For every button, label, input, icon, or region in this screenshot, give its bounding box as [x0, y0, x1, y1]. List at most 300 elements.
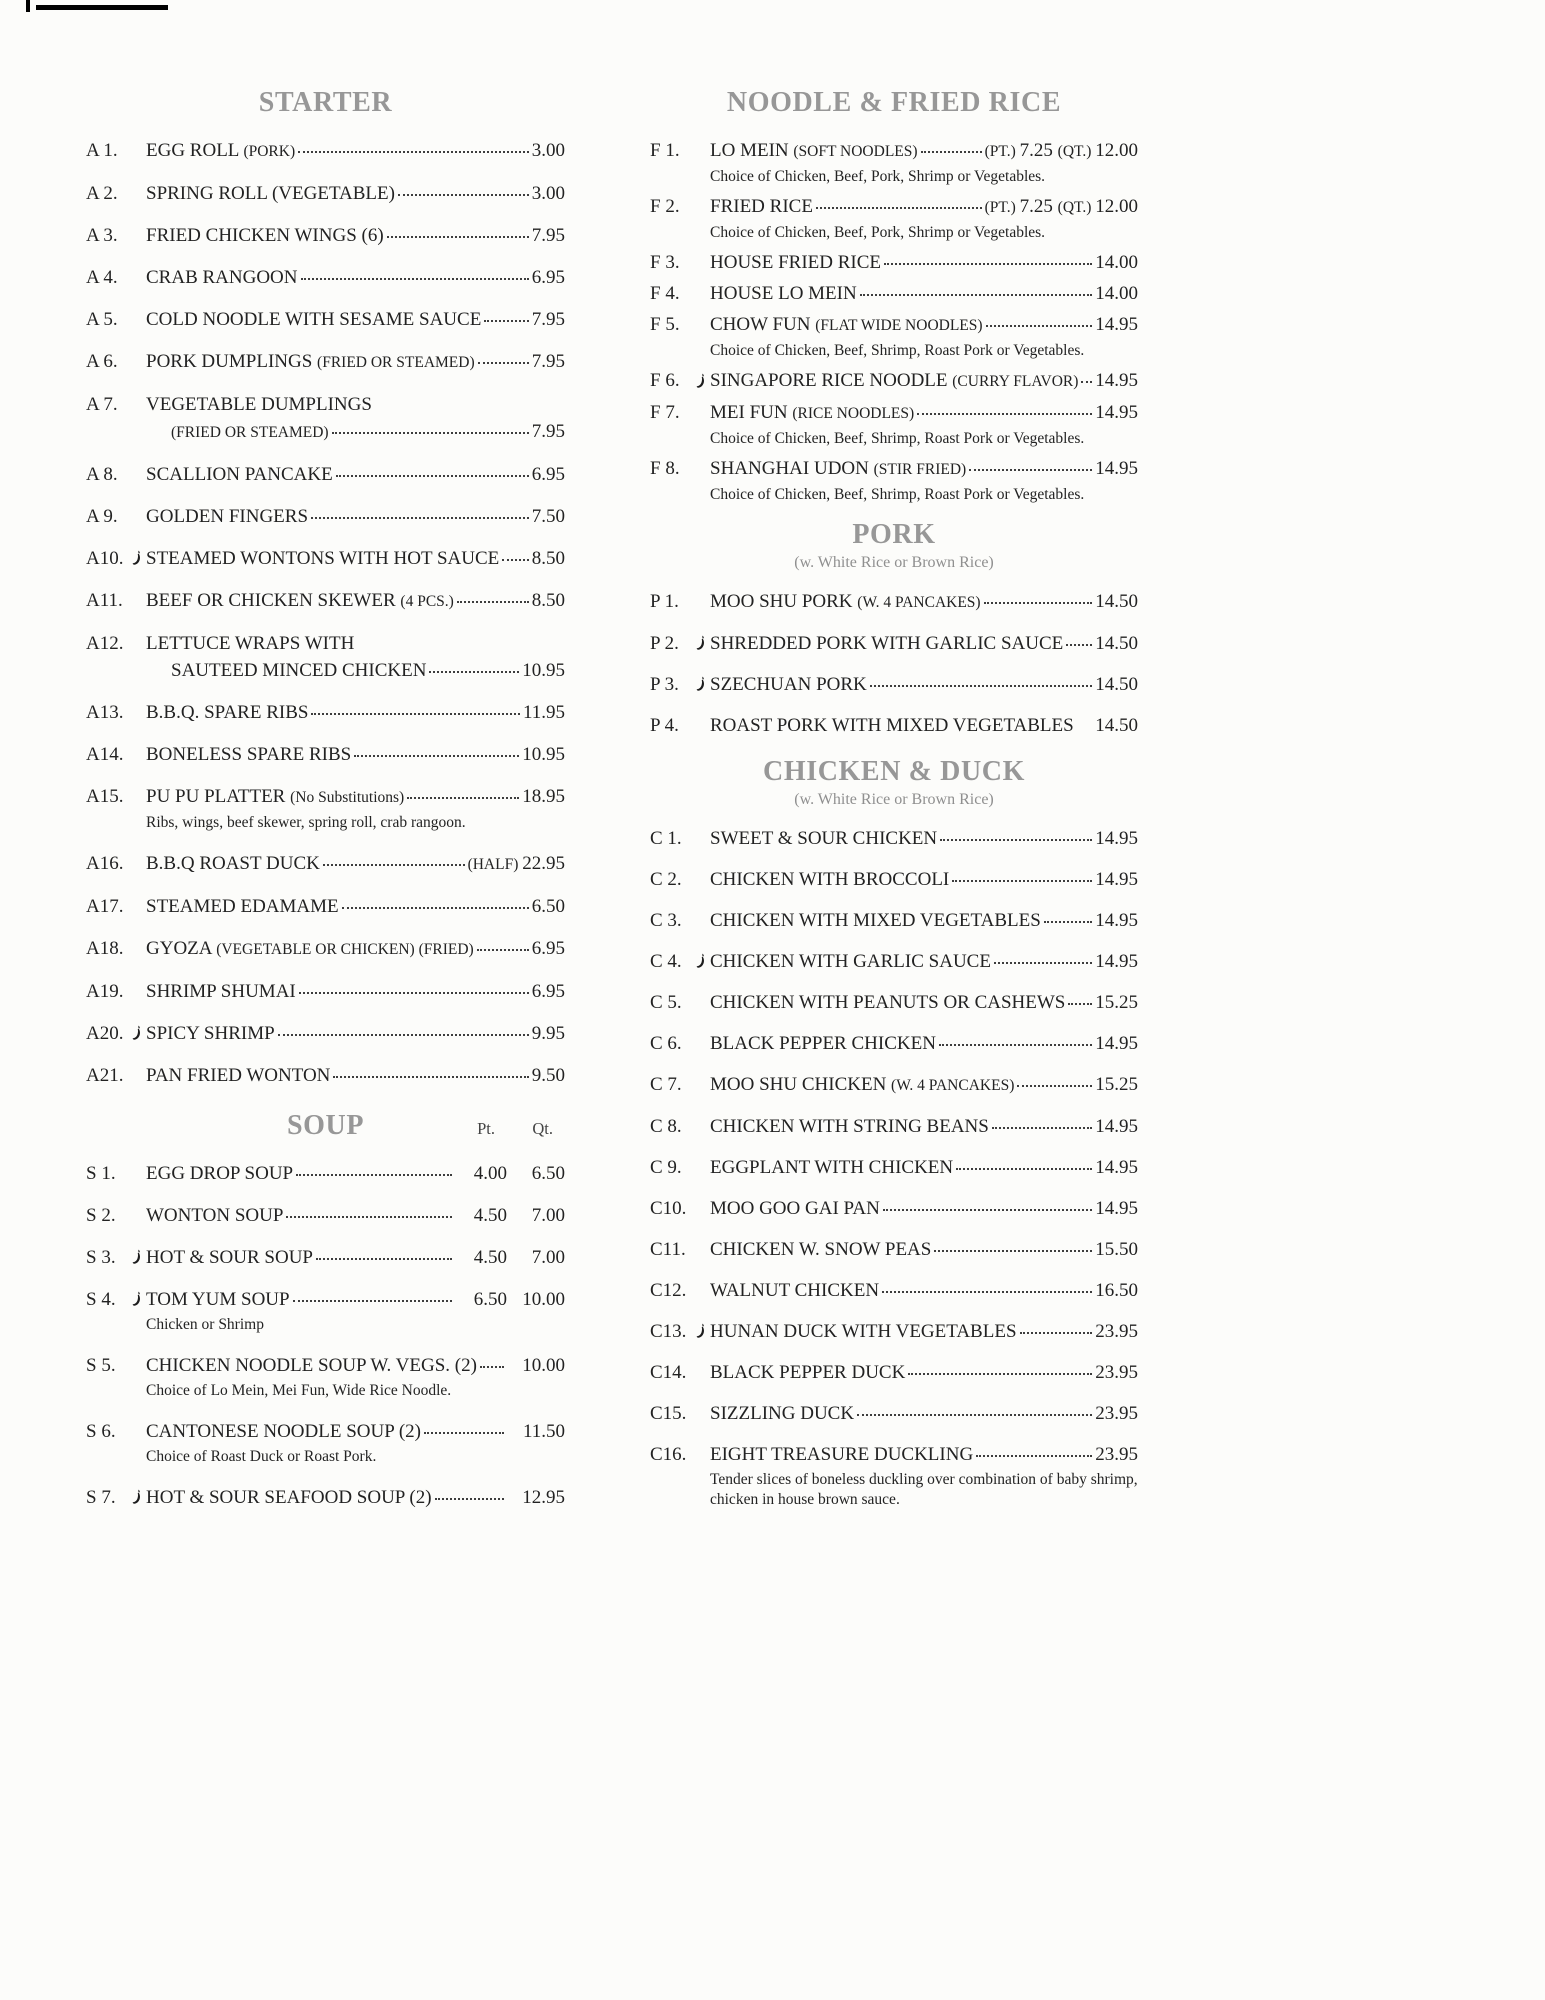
- dotted-leader: [860, 294, 1093, 296]
- dotted-leader: [940, 839, 1092, 841]
- dotted-leader: [1044, 921, 1092, 923]
- dotted-leader: [1017, 1085, 1092, 1087]
- menu-item: [650, 632, 1138, 655]
- item-name-segment: CHICKEN WITH MIXED VEGETABLES: [710, 910, 1041, 931]
- pt-column-label: Pt.: [477, 1119, 495, 1138]
- scan-artifact-line: [36, 5, 168, 10]
- icon-spacer: [132, 635, 146, 652]
- item-code: C 6.: [650, 1033, 682, 1054]
- section-title: PORK: [852, 519, 936, 550]
- item-name: [146, 182, 395, 205]
- dotted-leader: [986, 325, 1093, 327]
- dotted-leader: [992, 1127, 1092, 1129]
- item-name-segment: ROAST PORK WITH MIXED VEGETABLES: [710, 715, 1074, 736]
- item-note: Choice of Chicken, Beef, Shrimp, Roast Pork or Vegetables.: [710, 430, 1085, 447]
- item-name: [146, 1246, 313, 1269]
- item-name-continued: [171, 659, 426, 682]
- item-name: [710, 369, 1078, 393]
- menu-section-chicken: [650, 755, 1138, 1510]
- item-name: [710, 1073, 1014, 1097]
- section-subtitle: (w. White Rice or Brown Rice): [794, 791, 994, 808]
- menu-item: [650, 195, 1138, 243]
- item-name: [146, 547, 499, 570]
- item-price: [1095, 1238, 1138, 1261]
- item-name-segment: GOLDEN FINGERS: [146, 506, 309, 527]
- icon-spacer: [132, 1067, 146, 1084]
- menu-item-line: [650, 590, 1138, 614]
- item-name: [146, 852, 320, 875]
- dotted-leader: [293, 1300, 452, 1302]
- item-name: [710, 251, 881, 274]
- item-price-segment: 8.50: [531, 548, 565, 569]
- menu-item: [86, 139, 565, 163]
- item-name-segment: SHREDDED PORK WITH GARLIC SAUCE: [710, 633, 1064, 654]
- item-code: C11.: [650, 1239, 686, 1260]
- menu-item-line: [650, 1197, 1138, 1220]
- item-name-segment: HUNAN DUCK WITH VEGETABLES: [710, 1321, 1017, 1342]
- item-name: [146, 895, 339, 918]
- item-note: Tender slices of boneless duckling over combination of baby shrimp, chicken in house brown sauce.: [710, 1471, 1138, 1508]
- section-title: STARTER: [258, 87, 393, 118]
- item-price: [985, 139, 1138, 163]
- item-name: [146, 589, 454, 613]
- menu-item-line: [650, 195, 1138, 219]
- item-code: F 5.: [650, 314, 680, 335]
- dotted-leader: [457, 601, 529, 603]
- item-name-segment: CANTONESE NOODLE SOUP (2): [146, 1421, 421, 1442]
- section-title: CHICKEN & DUCK: [763, 756, 1025, 787]
- item-price-segment: 23.95: [1095, 1362, 1138, 1383]
- item-name: [710, 1361, 905, 1384]
- menu-item-line: [86, 182, 565, 205]
- dotted-leader: [1068, 1003, 1092, 1005]
- item-code: C 9.: [650, 1157, 682, 1178]
- item-note: Chicken or Shrimp: [146, 1316, 264, 1333]
- item-name: [146, 393, 372, 416]
- icon-spacer: [696, 1282, 710, 1299]
- item-name-segment: HOUSE FRIED RICE: [710, 252, 882, 273]
- menu-section-soup: [86, 1109, 565, 1509]
- item-name-segment: PU PU PLATTER: [146, 786, 291, 807]
- spicy-pepper-icon: [696, 373, 710, 390]
- item-price-segment: 9.50: [531, 1065, 565, 1086]
- menu-item-line: [86, 1064, 565, 1087]
- item-name-segment: TOM YUM SOUP: [146, 1289, 290, 1310]
- item-name-segment: CHICKEN WITH STRING BEANS: [710, 1116, 989, 1137]
- menu-item: [650, 139, 1138, 187]
- menu-item: [650, 1197, 1138, 1220]
- menu-item: [86, 1204, 565, 1227]
- menu-item: [650, 1156, 1138, 1179]
- item-name: [146, 980, 296, 1003]
- item-price: [1095, 1073, 1138, 1096]
- item-price-segment: 3.00: [531, 140, 565, 161]
- dotted-leader: [398, 194, 529, 196]
- item-price: [532, 589, 565, 612]
- item-code: C15.: [650, 1403, 687, 1424]
- item-price-segment: 14.95: [1095, 1157, 1138, 1178]
- item-price-segment: 10.95: [522, 660, 565, 681]
- dotted-leader: [342, 907, 529, 909]
- item-code: C16.: [650, 1444, 687, 1465]
- item-name-segment: PAN FRIED WONTON: [146, 1065, 331, 1086]
- item-name: [146, 1022, 275, 1045]
- section-subtitle: (w. White Rice or Brown Rice): [794, 554, 994, 571]
- item-code: A11.: [86, 590, 123, 611]
- icon-spacer: [132, 941, 146, 958]
- item-price: [1095, 909, 1138, 932]
- menu-item: [86, 547, 565, 570]
- dotted-leader: [333, 1076, 528, 1078]
- item-price: [522, 743, 565, 766]
- item-name-segment: B.B.Q. SPARE RIBS: [146, 702, 309, 723]
- menu-item: [86, 1486, 565, 1509]
- item-name-segment: GYOZA: [146, 938, 217, 959]
- item-price: [532, 547, 565, 570]
- item-code: F 6.: [650, 370, 680, 391]
- item-price: [1095, 590, 1138, 613]
- menu-item: [650, 590, 1138, 614]
- item-price-segment: 14.50: [1095, 674, 1138, 695]
- item-name-segment: (No Substitutions): [290, 789, 405, 806]
- item-name: [710, 1032, 936, 1055]
- menu-item: [86, 1162, 565, 1185]
- item-name-segment: (W. 4 PANCAKES): [891, 1077, 1015, 1094]
- item-code: S 5.: [86, 1355, 116, 1376]
- icon-spacer: [696, 912, 710, 929]
- dotted-leader: [336, 475, 529, 477]
- item-name: [710, 909, 1041, 932]
- menu-item: [86, 937, 565, 961]
- item-price-segment: 14.95: [1095, 1198, 1138, 1219]
- item-code: A 2.: [86, 183, 118, 204]
- dotted-leader: [994, 962, 1092, 964]
- icon-spacer: [132, 898, 146, 915]
- item-name: [146, 139, 295, 163]
- menu-item-line: [86, 980, 565, 1003]
- item-price: [532, 420, 565, 443]
- menu-item-line: [86, 1486, 565, 1509]
- item-price: [1095, 1361, 1138, 1384]
- pt-price: 4.50: [473, 1247, 507, 1268]
- icon-spacer: [132, 311, 146, 328]
- item-price-segment: 16.50: [1095, 1280, 1138, 1301]
- item-price-segment: 14.00: [1095, 252, 1138, 273]
- item-name-segment: WONTON SOUP: [146, 1205, 284, 1226]
- icon-spacer: [132, 704, 146, 721]
- item-name-segment: MOO SHU CHICKEN: [710, 1074, 892, 1095]
- dotted-leader: [484, 320, 528, 322]
- icon-spacer: [132, 227, 146, 244]
- section-header: [650, 518, 1138, 573]
- item-code: C14.: [650, 1362, 687, 1383]
- menu-item: [86, 1288, 565, 1335]
- section-header: [86, 86, 565, 119]
- menu-item: [86, 743, 565, 766]
- item-price: [532, 224, 565, 247]
- item-price: [1095, 1443, 1138, 1466]
- item-note: Choice of Chicken, Beef, Pork, Shrimp or Vegetables.: [710, 224, 1046, 241]
- menu-item: [650, 1115, 1138, 1138]
- item-name-segment: SWEET & SOUR CHICKEN: [710, 828, 938, 849]
- item-name: [710, 827, 937, 850]
- item-price-segment: 14.50: [1095, 591, 1138, 612]
- section-title: SOUP: [286, 1110, 365, 1141]
- item-price-segment: 23.95: [1095, 1321, 1138, 1342]
- item-price: [532, 182, 565, 205]
- menu-item: [86, 505, 565, 528]
- menu-item-line: [650, 1402, 1138, 1425]
- item-code: A 1.: [86, 140, 118, 161]
- item-name-segment: LETTUCE WRAPS WITH: [146, 633, 355, 654]
- item-name-segment: (PORK): [243, 143, 296, 160]
- qt-price: 10.00: [522, 1289, 565, 1310]
- item-name-segment: SPICY SHRIMP: [146, 1023, 275, 1044]
- item-name-segment: EIGHT TREASURE DUCKLING: [710, 1444, 974, 1465]
- item-price: [1095, 251, 1138, 274]
- menu-item-line: [650, 950, 1138, 973]
- icon-spacer: [132, 746, 146, 763]
- icon-spacer: [696, 143, 710, 160]
- item-name-segment: SPRING ROLL (VEGETABLE): [146, 183, 395, 204]
- item-price-segment: 7.50: [531, 506, 565, 527]
- item-price: [1095, 369, 1138, 392]
- item-name-segment: HOT & SOUR SOUP: [146, 1247, 313, 1268]
- item-price-segment: 15.25: [1095, 992, 1138, 1013]
- item-name: [710, 1115, 989, 1138]
- menu-item: [86, 632, 565, 682]
- item-name: [146, 505, 308, 528]
- item-note: Choice of Chicken, Beef, Shrimp, Roast Pork or Vegetables.: [710, 486, 1085, 503]
- item-name-segment: MOO GOO GAI PAN: [710, 1198, 880, 1219]
- pt-price: 6.50: [473, 1289, 507, 1310]
- item-price-segment: 14.95: [1095, 869, 1138, 890]
- menu-item-line: [86, 1354, 565, 1377]
- menu-item: [86, 182, 565, 205]
- icon-spacer: [696, 594, 710, 611]
- menu-item: [650, 457, 1138, 505]
- item-price-segment: 14.00: [1095, 283, 1138, 304]
- item-name-segment: (CURRY FLAVOR): [952, 373, 1079, 390]
- item-code: P 1.: [650, 591, 679, 612]
- item-code: A18.: [86, 938, 124, 959]
- menu-item-line: [650, 1032, 1138, 1055]
- item-name: [146, 701, 308, 724]
- item-code: C12.: [650, 1280, 687, 1301]
- item-code: C13.: [650, 1321, 687, 1342]
- menu-item: [86, 350, 565, 374]
- menu-item-line: [86, 701, 565, 724]
- menu-item: [86, 785, 565, 833]
- qt-price: 11.50: [522, 1421, 565, 1442]
- menu-item: [650, 1443, 1138, 1510]
- item-note: Choice of Lo Mein, Mei Fun, Wide Rice Noodle.: [146, 1382, 452, 1399]
- item-name: [146, 266, 298, 289]
- item-code: C 7.: [650, 1074, 682, 1095]
- spicy-pepper-icon: [696, 635, 710, 652]
- icon-spacer: [132, 1165, 146, 1182]
- item-code: P 3.: [650, 674, 679, 695]
- item-code: A 5.: [86, 309, 118, 330]
- menu-item: [86, 701, 565, 724]
- item-price-segment: 10.95: [522, 744, 565, 765]
- item-code: F 8.: [650, 458, 680, 479]
- dotted-leader: [311, 713, 520, 715]
- icon-spacer: [696, 1405, 710, 1422]
- item-price-segment: 6.50: [531, 896, 565, 917]
- item-name-segment: (FRIED OR STEAMED): [171, 424, 329, 441]
- item-price-segment: 14.95: [1095, 314, 1138, 335]
- menu-item-line: [86, 308, 565, 331]
- item-note: Ribs, wings, beef skewer, spring roll, crab rangoon.: [146, 814, 466, 831]
- item-price: [532, 308, 565, 331]
- item-code: C 8.: [650, 1116, 682, 1137]
- item-code: A21.: [86, 1065, 124, 1086]
- item-name-segment: SZECHUAN PORK: [710, 674, 867, 695]
- menu-item-line-continued: [86, 420, 565, 444]
- menu-item-line: [86, 1288, 565, 1311]
- item-code: S 3.: [86, 1247, 116, 1268]
- menu-item-line: [650, 1156, 1138, 1179]
- item-code: A10.: [86, 548, 124, 569]
- item-price: [1095, 1115, 1138, 1138]
- dotted-leader: [311, 517, 529, 519]
- menu-item-line: [650, 369, 1138, 393]
- item-name: [146, 1204, 283, 1227]
- item-name-segment: CRAB RANGOON: [146, 267, 298, 288]
- item-price-segment: 14.95: [1095, 1116, 1138, 1137]
- icon-spacer: [696, 1118, 710, 1135]
- icon-spacer: [132, 983, 146, 1000]
- menu-item: [650, 1032, 1138, 1055]
- dotted-leader: [816, 207, 982, 209]
- menu-item: [650, 673, 1138, 696]
- item-name-segment: (RICE NOODLES): [792, 405, 915, 422]
- spicy-pepper-icon: [132, 1291, 146, 1308]
- item-price-segment: (HALF): [467, 856, 523, 873]
- menu-item: [650, 827, 1138, 850]
- item-name: [146, 1420, 421, 1443]
- item-name: [146, 743, 351, 766]
- menu-item-line: [650, 827, 1138, 850]
- icon-spacer: [696, 717, 710, 734]
- item-name: [146, 937, 474, 961]
- icon-spacer: [696, 1446, 710, 1463]
- item-name-segment: CHICKEN WITH BROCCOLI: [710, 869, 950, 890]
- item-name: [710, 195, 813, 218]
- item-price-segment: 7.95: [531, 225, 565, 246]
- menu-item-line: [650, 251, 1138, 274]
- dotted-leader: [477, 949, 529, 951]
- item-code: C 5.: [650, 992, 682, 1013]
- item-price: [532, 350, 565, 373]
- icon-spacer: [696, 285, 710, 302]
- item-price: [532, 937, 565, 960]
- icon-spacer: [696, 871, 710, 888]
- item-price-segment: 14.95: [1095, 370, 1138, 391]
- item-price-segment: 14.95: [1095, 951, 1138, 972]
- item-name: [146, 350, 475, 374]
- menu-item-line: [86, 589, 565, 613]
- item-name: [710, 457, 966, 481]
- menu-item-line: [650, 868, 1138, 891]
- item-code: P 2.: [650, 633, 679, 654]
- item-price-segment: 14.95: [1095, 402, 1138, 423]
- price-column-labels: [455, 1119, 565, 1139]
- dotted-leader: [939, 1044, 1092, 1046]
- dotted-leader: [424, 1432, 504, 1434]
- item-price: [523, 701, 565, 724]
- item-code: A 9.: [86, 506, 118, 527]
- menu-item: [650, 1073, 1138, 1097]
- item-price: [1095, 457, 1138, 480]
- icon-spacer: [696, 317, 710, 334]
- dotted-leader: [278, 1034, 529, 1036]
- icon-spacer: [696, 405, 710, 422]
- menu-item: [86, 266, 565, 289]
- icon-spacer: [696, 1077, 710, 1094]
- item-name-segment: MOO SHU PORK: [710, 591, 858, 612]
- dotted-leader: [1020, 1332, 1093, 1334]
- menu-item: [650, 909, 1138, 932]
- item-name-segment: B.B.Q ROAST DUCK: [146, 853, 320, 874]
- pt-price: 4.50: [473, 1205, 507, 1226]
- menu-item-line: [86, 1204, 565, 1227]
- menu-content: [86, 86, 1138, 1528]
- section-title: NOODLE & FRIED RICE: [726, 87, 1062, 118]
- spicy-pepper-icon: [696, 953, 710, 970]
- item-price-segment: 14.95: [1095, 828, 1138, 849]
- item-name-segment: CHICKEN NOODLE SOUP W. VEGS. (2): [146, 1355, 477, 1376]
- item-price-segment: 7.25: [1019, 140, 1058, 161]
- menu-item-line: [650, 457, 1138, 481]
- item-name: [710, 1279, 879, 1302]
- item-name: [146, 1064, 330, 1087]
- item-name: [710, 282, 857, 305]
- item-price: [532, 139, 565, 162]
- menu-item: [650, 401, 1138, 449]
- menu-column-left: [86, 86, 565, 1528]
- item-name-segment: SCALLION PANCAKE: [146, 464, 333, 485]
- menu-item-line: [86, 393, 565, 416]
- dotted-leader: [969, 469, 1092, 471]
- item-price: [1095, 1032, 1138, 1055]
- item-name-segment: (W. 4 PANCAKES): [857, 594, 981, 611]
- item-name: [146, 1162, 293, 1185]
- item-price-segment: 3.00: [531, 183, 565, 204]
- item-name-segment: LO MEIN: [710, 140, 794, 161]
- item-price-segment: 6.95: [531, 938, 565, 959]
- item-code: A20.: [86, 1023, 124, 1044]
- item-name-segment: COLD NOODLE WITH SESAME SAUCE: [146, 309, 482, 330]
- item-price: [532, 895, 565, 918]
- item-name: [710, 1320, 1017, 1343]
- item-price-segment: 6.95: [531, 981, 565, 1002]
- icon-spacer: [132, 269, 146, 286]
- item-price-segment: 14.50: [1095, 633, 1138, 654]
- icon-spacer: [696, 1159, 710, 1176]
- item-name: [146, 308, 481, 331]
- dotted-leader: [299, 992, 529, 994]
- item-price: [532, 505, 565, 528]
- menu-item-line: [86, 743, 565, 766]
- item-price: [1095, 827, 1138, 850]
- item-note: Choice of Chicken, Beef, Shrimp, Roast Pork or Vegetables.: [710, 342, 1085, 359]
- item-code: C10.: [650, 1198, 687, 1219]
- menu-item: [650, 1402, 1138, 1425]
- icon-spacer: [696, 1364, 710, 1381]
- menu-section-starter: [86, 86, 565, 1087]
